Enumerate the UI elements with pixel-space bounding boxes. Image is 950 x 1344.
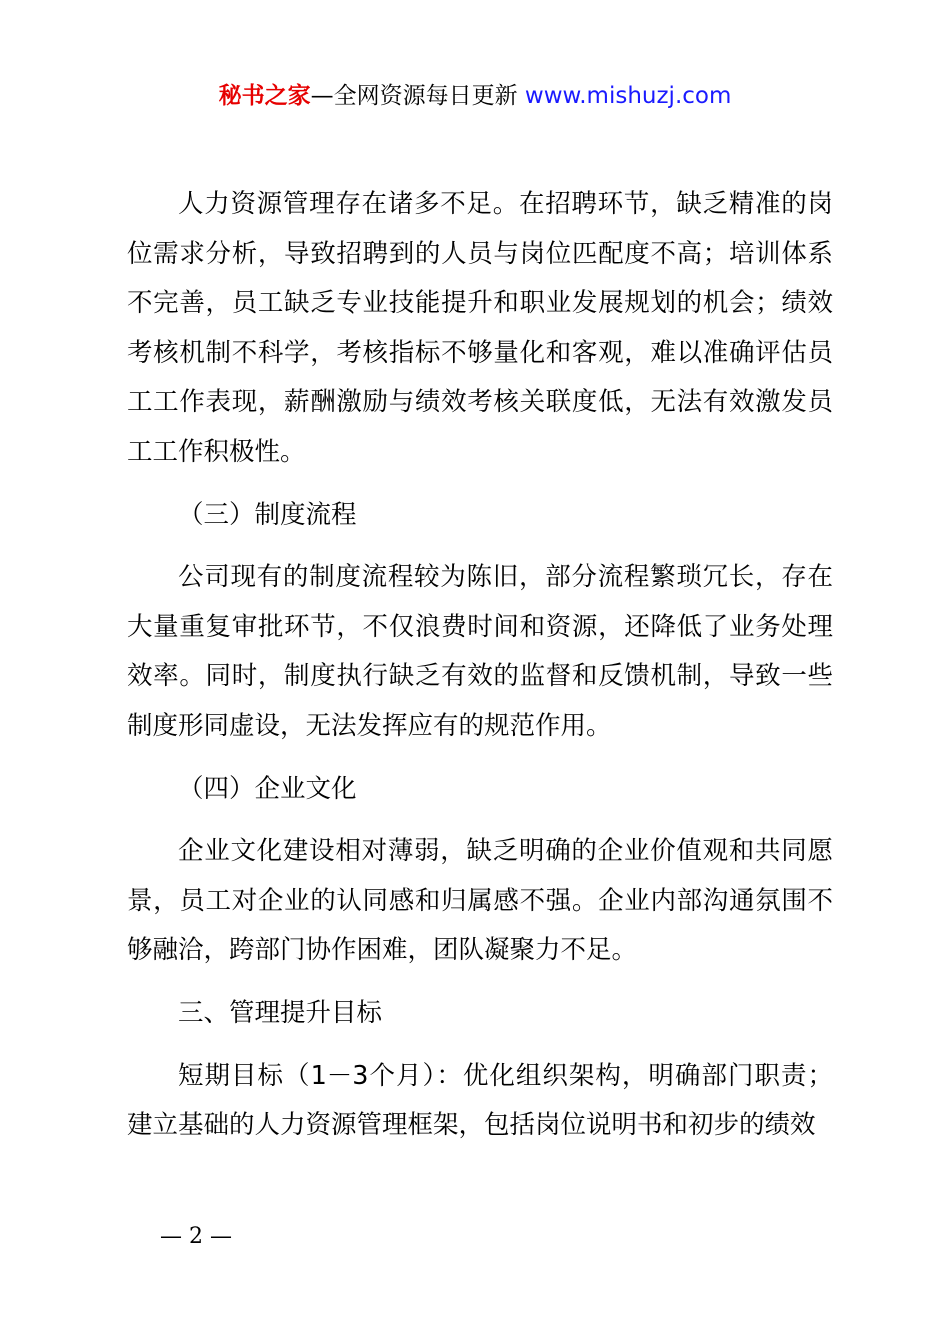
paragraph-hr-management: 人力资源管理存在诸多不足。在招聘环节，缺乏精准的岗位需求分析，导致招聘到的人员与岗位匹配度不高；培训体系不完善，员工缺乏专业技能提升和职业发展规划的机会；绩效考核机制不科学，考核指标不够量化和客观，难以准确评估员工工作表现，薪酬激励与绩效考核关联度低，无法有效激发员工工作积极性。 <box>127 189 833 467</box>
brand-name: 秘书之家 <box>218 83 311 109</box>
heading-corporate-culture: （四）企业文化 <box>178 773 357 804</box>
page-number: — 2 — <box>160 1224 232 1249</box>
site-banner <box>0 80 950 112</box>
site-url-link[interactable]: www.mishuzj.com <box>524 83 732 109</box>
banner-tagline: —全网资源每日更新 <box>310 83 525 109</box>
paragraph-system-process: 公司现有的制度流程较为陈旧，部分流程繁琐冗长，存在大量重复审批环节，不仅浪费时间和资源，还降低了业务处理效率。同时，制度执行缺乏有效的监督和反馈机制，导致一些制度形同虚设，无法发挥应有的规范作用。 <box>127 562 833 741</box>
paragraph-short-term-goals: 短期目标（1－3个月）：优化组织架构，明确部门职责；建立基础的人力资源管理框架，包括岗位说明书和初步的绩效 <box>127 1060 833 1141</box>
heading-management-goals: 三、管理提升目标 <box>178 997 383 1028</box>
heading-system-process: （三）制度流程 <box>178 499 357 530</box>
paragraph-corporate-culture: 企业文化建设相对薄弱，缺乏明确的企业价值观和共同愿景，员工对企业的认同感和归属感不强。企业内部沟通氛围不够融洽，跨部门协作困难，团队凝聚力不足。 <box>127 836 833 966</box>
document-body <box>127 180 833 1151</box>
